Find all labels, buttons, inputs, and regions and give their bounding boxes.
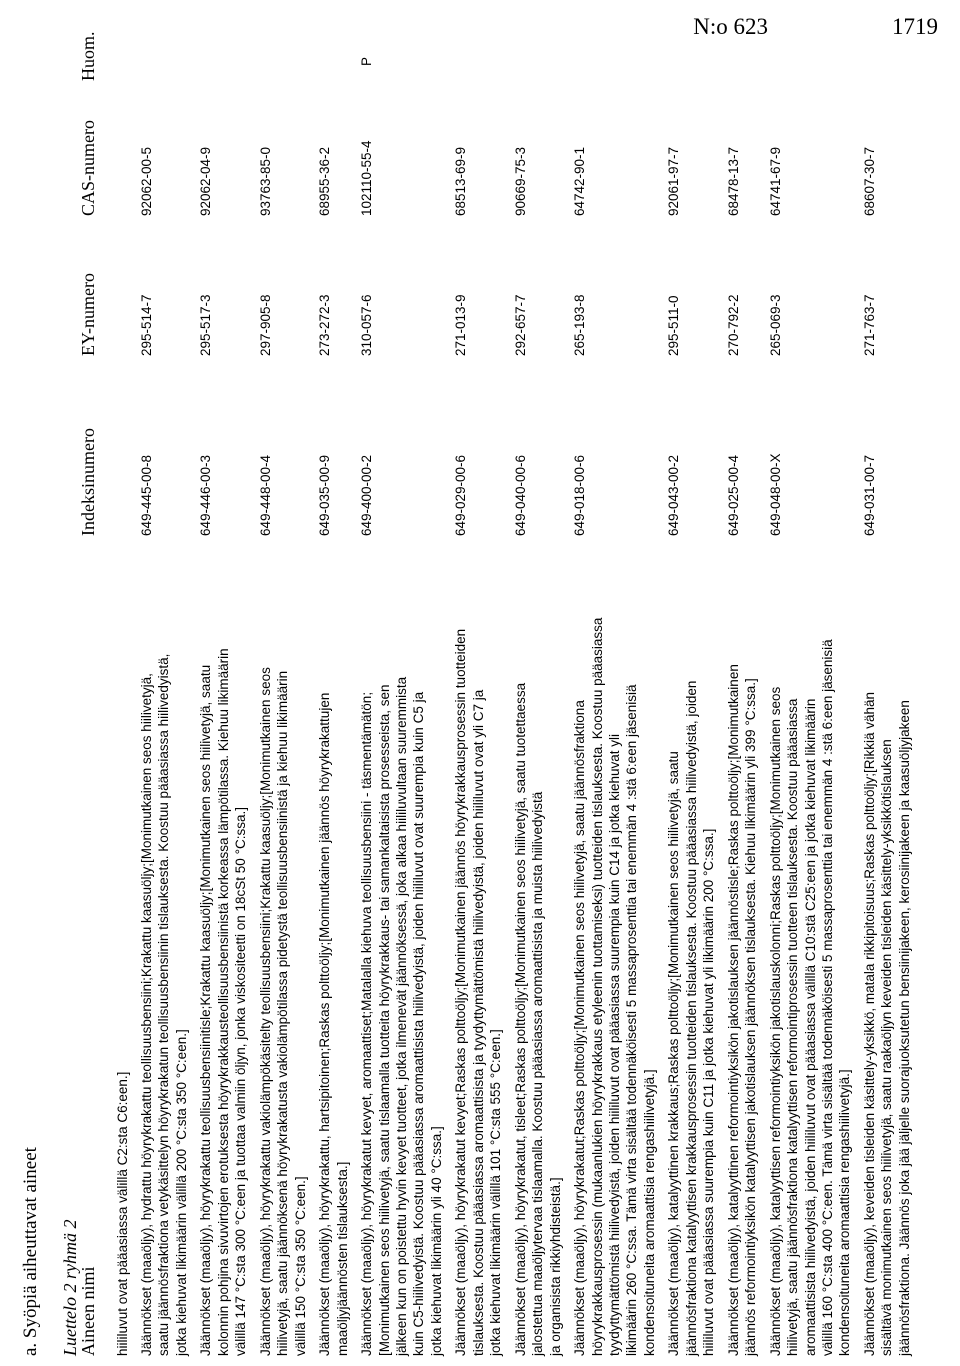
index-number: 649-035-00-9 [317,454,333,536]
column-header-cas: CAS-numero [78,120,98,216]
index-number: 649-025-00-4 [725,454,741,536]
index-number: 649-445-00-8 [139,454,154,536]
substance-name [138,551,190,1356]
substance-name [725,551,760,1356]
index-number: 649-018-00-6 [572,454,588,536]
cas-number: 64742-90-1 [572,146,588,216]
index-number: 649-040-00-6 [512,454,528,536]
substance-name-line: hiilivetyjä, saatu jäännösfraktiona katalyyttisen reformointiprosessin tuotteen tislauksesta. Koostuu pääasiassa [785,698,801,1356]
substance-name-line: jäännösfraktiona katalyyttisen krakkausprosessin tuotteiden tislauksesta. Koostuu pääasiassa hiilivedyistä, joiden [683,680,699,1356]
cas-number: 102110-55-4 [359,140,375,216]
cas-number: 64741-67-9 [767,146,783,216]
page-number: 1719 [892,14,938,39]
table-title: Luettelo 2 ryhmä 2 [60,1219,80,1356]
substance-name-line: Jäännökset (maaöljy), höyrykrakatut kevyet;Raskas polttoöljy;[Monimutkainen jäännös höyrykrakkausprosessin tuotteiden [453,628,469,1356]
cas-number: 68513-69-9 [453,146,469,216]
substance-name-line: välillä 147 °C:sta 300 °C:een ja tuottaa valmiin öljyn, jonka viskositeetti on 18cSt 50 °C:ssa.] [233,807,249,1356]
index-number: 649-029-00-6 [453,454,469,536]
substance-name-line: aromaattisista hiilivedyistä, joiden hiililuvut ovat pääasiassa välillä C10:stä C25:een ja jotka kiehuvat likimäärin [802,698,818,1356]
cas-number: 68607-30-7 [862,146,877,216]
rotated-table-page [20,31,930,1356]
substance-name [571,551,658,1356]
ey-number: 265-193-8 [572,294,588,356]
substance-name-line: Jäännökset (maaöljy), höyrykrakattu teollisuusbensiinitisle;Krakattu kaasuöljy;[Monimutkainen seos hiilivetyjä, saatu [198,664,214,1356]
ey-number: 273-272-3 [317,294,333,356]
substance-name-line: kondensoituneita aromaattisia rengashiilivetyjä.] [837,1069,853,1356]
substance-name [861,551,913,1356]
column-header-name: Aineen nimi [78,1266,98,1356]
substance-name-line: Jäännökset (maaöljy), höyrykrakatut kevyet, aromaattiset;Matalalla kiehuva teollisuusbensiini - täsmentämätön; [359,691,375,1356]
index-number: 649-400-00-2 [359,454,375,536]
index-number: 649-031-00-7 [862,454,877,536]
cas-number: 92062-04-9 [198,146,214,216]
section-title: a. Syöpiä aiheuttavat aineet [20,1147,41,1356]
substance-name-line: Jäännökset (maaöljy), hydrattu höyrykrakattu teollisuusbensiini;Krakattu kaasuöljy;[Monimutkainen seos hiilivetyjä, [139,673,154,1356]
cas-number: 68955-36-2 [317,146,333,216]
substance-name [358,551,445,1356]
column-header-note: Huom. [78,31,98,81]
ey-number: 270-792-2 [725,294,741,356]
substance-name-line: jäännös reformointiyksikön katalyyttisen jakotislauksen jäännöksen tislauksesta. Kiehuu likimäärin yli 399 °C:ssa.] [743,678,759,1356]
ey-number: 310-057-6 [359,294,375,356]
section-number: N:o 623 [693,14,768,39]
substance-name-line: tyydyttymättömistä hiilivedyistä, joiden hiililuvut ovat pääasiassa suurempia kuin C14 ja jotka kiehuvat yli [607,733,622,1356]
substance-name-line: jalostettua maaöljytervaa tislaamalla. Koostuu pääasiassa aromaattisista ja muista hiilivedyistä [530,791,546,1356]
note: P [359,56,375,66]
cas-number: 92062-00-5 [139,146,154,216]
substance-name-line: jälkeen kun on poistettu hyvin kevyet tuotteet, jotka ilmenevät jäännöksessä, joka alkaa hiililuvultaan suuremmista [394,676,409,1356]
column-header-ey: EY-numero [78,273,98,356]
substance-name-line: välillä 160 °C:sta 400 °C:een. Tämä virta sisältää todennäköisesti 5 massaprosenttia tai enemmän 4 :stä 6:een jäsenisiä [820,639,836,1356]
substance-name-line: ja organisista rikkiyhdisteistä.] [547,1177,563,1356]
cas-number: 93763-85-0 [257,146,273,216]
cas-number: 68478-13-7 [725,146,741,216]
substance-name [452,551,504,1356]
column-header-index: Indeksinumero [78,428,98,536]
substance-name-line: Jäännökset (maaöljy), höyrykrakatut, tisleet;Raskas polttoöljy;[Monimutkainen seos hiilivetyjä, saatu tuotettaessa [512,682,528,1356]
substance-name-line: Jäännökset (maaöljy), höyrykrakatut;Raskas polttoöljy;[Monimutkainen seos hiilivetyjä, saatu jäännösfraktiona [572,700,588,1356]
substance-name-line: välillä 150 °C:sta 350 °C:een.] [292,1176,308,1356]
substance-name-line: höyrykrakkausprosessin (mukaanlukien höyrykrakkaus etyleenin tuottamiseksi) tuotteiden tislauksesta. Koostuu pääasiassa [589,617,605,1356]
substance-name-line: kuin C5-hiilivedyistä. Koostuu pääasiassa aromaattisista hiilivedyistä, joiden hiililuvut ovat suurempia kuin C5 ja [411,691,427,1356]
substance-name [257,551,309,1356]
substance-name-line: jäännösfraktiona. Jäännös joka jää jäljelle suorajuoksutetun bensiinijakeen, kerosiinijakeen ja kaasuöljyjakeen [896,700,912,1356]
substance-name-line: Jäännökset (maaöljy), höyrykrakattu vakiolämpökäsitelty teollisuusbensiini;Krakattu kaasuöljy;[Monimutkainen seos [257,667,273,1356]
substance-name-line: maaöljyjäännösten tislauksesta.] [334,1161,350,1356]
substance-name [512,551,564,1356]
substance-name [197,551,249,1356]
substance-name-line: hiilivetyjä, saatu jäännöksenä höyrykrakatusta vakiolämpötilassa pidetystä teollisuusbensiinistä ja kiehuu likimäärin [275,670,291,1356]
substance-name-line: sisältävä monimutkainen seos hiilivetyjä, saatu raakaöljyn keveiden tisleiden käsittely-yksikkötislauksen [879,739,895,1356]
index-number: 649-448-00-4 [257,454,273,536]
ey-number: 295-514-7 [139,294,154,356]
ey-number: 297-905-8 [257,294,273,356]
ey-number: 292-657-7 [512,294,528,356]
index-number: 649-048-00-X [767,453,783,536]
substance-name-line: Jäännökset (maaöljy), katalyyttinen reformointiyksikön jakotislauksen jäännöstisle;Raskas polttoöljy;[Monimutkainen [725,664,741,1356]
ey-number: 271-013-9 [453,294,469,356]
cas-number: 92061-97-7 [666,146,682,216]
substance-name-line: Jäännökset (maaöljy), keveiden tisleiden käsittely-yksikkö, matala rikkipitoisuus;Raskas polttoöljy;[Rikkiä vähän [862,691,877,1356]
substance-name [665,551,717,1356]
cas-number: 90669-75-3 [512,146,528,216]
substance-name-line: jotka kiehuvat likimäärin yli 40 °C:ssa.] [428,1126,444,1356]
substance-name-line: saatu jäännösfraktiona vetykäsittelyn höyrykrakatun teollisuusbensiinin tislauksesta. Koostuu pääasiassa hiilivedyistä, [156,653,172,1356]
substance-name-line: likimäärin 260 °C:ssa. Tämä virta sisältää todennäköisesti 5 massaprosenttia tai enemmän 4 :stä 6:een jäsenisiä [624,684,640,1356]
intro-line: hiililuvut ovat pääasiassa välillä C2:sta C6:een.] [115,1071,130,1356]
substance-name-line: Jäännökset (maaöljy), katalyyttinen krakkaus;Raskas polttoöljy;[Monimutkainen seos hiilivetyjä, saatu [666,751,682,1356]
substance-name-line: hiililuvut ovat pääasiassa suurempia kuin C11 ja jotka kiehuvat yli likimäärin 200 °C:ssa.] [701,828,717,1356]
substance-name-line: tislauksesta. Koostuu pääasiassa aromaattisista ja tyydyttymättömistä hiilivedyistä, joiden hiililuvut ovat yli C7 ja [470,689,486,1356]
ey-number: 265-069-3 [767,294,783,356]
substance-name [316,551,351,1356]
ey-number: 295-511-0 [666,295,682,356]
substance-name-line: jotka kiehuvat likimäärin välillä 200 °C:sta 350 °C:een.] [173,1029,189,1356]
substance-name-line: kolonnin pohjina sivuvirtojen erotuksesta höyrykrakkausteollisuusbensiinistä korkeassa lämpötilassa. Kiehuu likimäärin [215,648,231,1356]
index-number: 649-446-00-3 [198,454,214,536]
substance-name [767,551,854,1356]
ey-number: 295-517-3 [198,294,214,356]
substance-name-line: jotka kiehuvat likimäärin välillä 101 °C:sta 555 °C:een.] [488,1029,504,1356]
substance-name-line: [Monimutkainen seos hiilivetyjä, saatu tislaamalla tuotteita höyrykrakkaus- tai samankaltaisista prosesseista, sen [376,684,392,1356]
substance-name-line: kondensoituneita aromaattisia rengashiilivetyjä.] [641,1069,657,1356]
substance-name-line: Jäännökset (maaöljy), höyrykrakattu, hartsipitoinen;Raskas polttoöljy;[Monimutkainen jäännös höyrykrakattujen [317,692,333,1356]
ey-number: 271-763-7 [862,294,877,356]
index-number: 649-043-00-2 [666,454,682,536]
substance-name-line: Jäännökset (maaöljy), katalyyttisen reformointiyksikön jakotislauskolonni;Raskas polttoöljy;[Monimutkainen seos [767,686,783,1356]
